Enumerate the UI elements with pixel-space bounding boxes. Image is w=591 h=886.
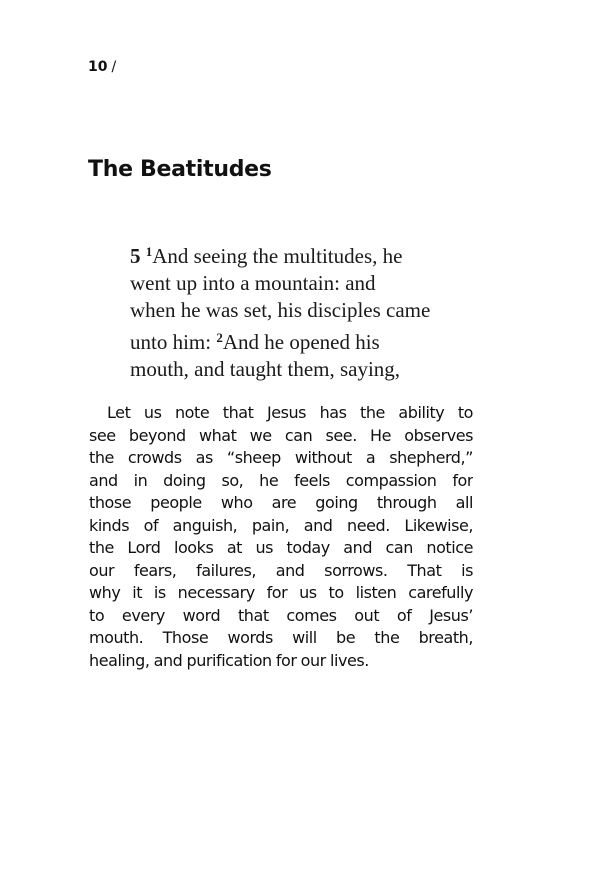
page-number: 10 [88,59,108,75]
paragraph-line: why it is necessary for us to listen carefully [89,583,473,602]
paragraph-line: mouth. Those words will be the breath, [89,628,473,647]
scripture-text: mouth, and taught them, saying, [130,357,401,381]
paragraph-line: Let us note that Jesus has the ability to [107,403,473,422]
scripture-line [130,270,480,297]
verse-number: 2 [216,330,223,345]
scripture-line [130,238,480,270]
verse-number: 1 [145,244,153,259]
paragraph-line: the crowds as “sheep without a shepherd,” [89,448,473,467]
scripture-line [130,297,480,324]
page-separator: / [111,59,117,75]
scripture-line [130,356,480,383]
paragraph-line: those people who are going through all [89,493,473,512]
paragraph-line: to every word that comes out of Jesus’ [89,605,473,625]
section-title: The Beatitudes [88,157,272,182]
paragraph-line: kinds of anguish, pain, and need. Likewise, [89,515,473,535]
scripture-text: went up into a mountain: and [130,271,376,295]
paragraph-line: and in doing so, he feels compassion for [89,470,473,490]
scripture-text: when he was set, his disciples came [130,298,431,322]
scripture-line [130,324,480,356]
scripture-text: And he opened his [222,330,380,354]
paragraph-line: the Lord looks at us today and can notice [89,538,473,557]
paragraph-line: see beyond what we can see. He observes [89,425,473,445]
scripture-passage [130,238,480,383]
page-header [88,58,116,76]
paragraph-line: healing, and purification for our lives. [89,650,369,670]
scripture-text: unto him: [130,330,212,354]
scripture-text: And seeing the multitudes, he [152,244,403,268]
paragraph-line: our fears, failures, and sorrows. That is [89,560,473,580]
chapter-number: 5 [130,244,141,268]
commentary-paragraph [89,402,473,672]
